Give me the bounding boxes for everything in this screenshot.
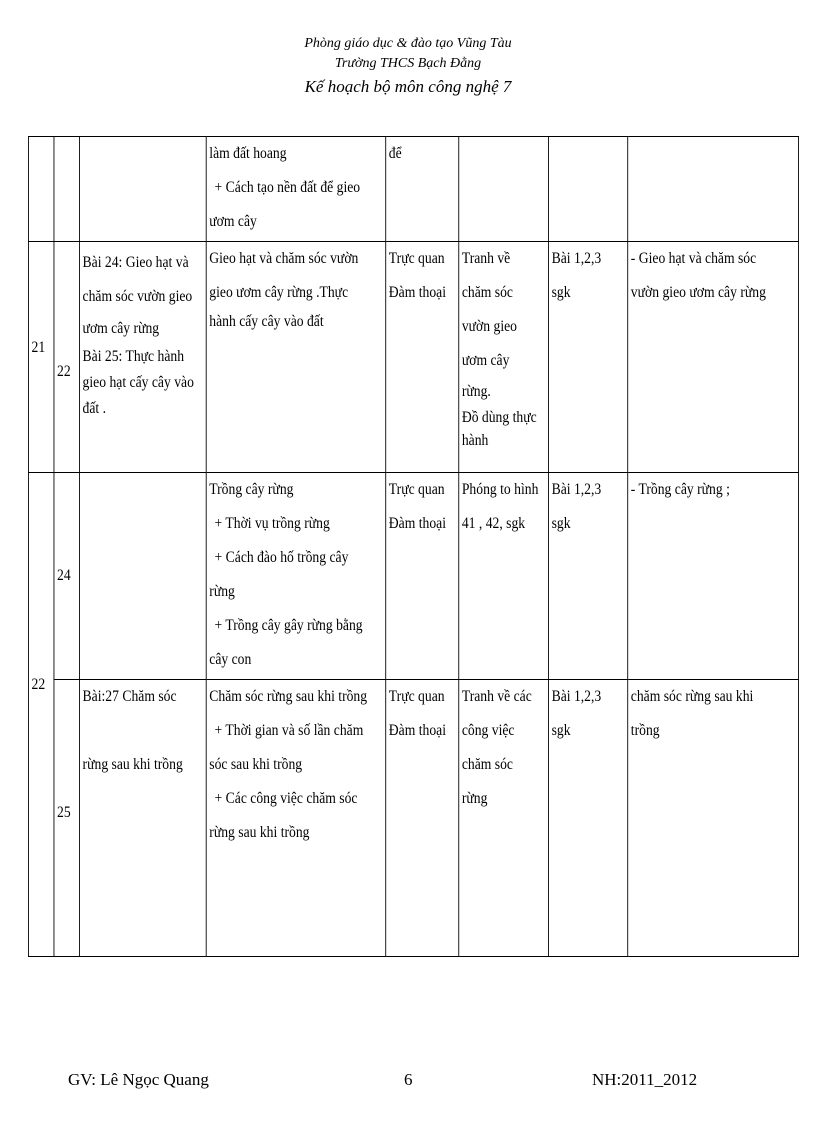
week-cell: 21 (28, 242, 54, 473)
method-line: Đàm thoại (388, 722, 446, 739)
period-cell (54, 242, 80, 473)
notes-line: trồng (630, 722, 660, 739)
period-cell: 25 (54, 680, 80, 957)
notes-cell (628, 473, 799, 680)
method-line: Trực quan (388, 688, 445, 705)
content-line: hành cấy cây vào đất (209, 313, 324, 330)
method-cell (386, 137, 459, 242)
aids-line: rừng (461, 790, 488, 807)
lesson-line: Bài:27 Chăm sóc (82, 688, 177, 705)
method-line: Đàm thoại (388, 284, 446, 301)
notes-line: vườn gieo ươm cây rừng (630, 284, 766, 301)
aids-cell (459, 137, 549, 242)
method-line: Đàm thoại (388, 515, 446, 532)
exercises-cell (549, 242, 628, 473)
school-year: NH:2011_2012 (592, 1070, 698, 1089)
plan-title: Kế hoạch bộ môn công nghệ 7 (304, 77, 512, 96)
exercises-line: Bài 1,2,3 (551, 688, 602, 705)
exercises-cell (549, 473, 628, 680)
content-line: gieo ươm cây rừng .Thực (209, 284, 349, 301)
exercises-line: sgk (551, 284, 571, 301)
content-line: + Trồng cây gây rừng bằng (214, 617, 363, 634)
exercises-line: sgk (551, 722, 571, 739)
method-line: để (388, 145, 402, 162)
period-cell: 24 (54, 473, 80, 680)
method-cell (386, 680, 459, 957)
content-line: ươm cây (209, 213, 257, 230)
table-row (28, 680, 798, 957)
lesson-plan-table (28, 136, 799, 957)
lesson-cell (79, 680, 206, 957)
aids-line: Đồ dùng thực (461, 409, 537, 426)
exercises-line: sgk (551, 515, 571, 532)
exercises-cell (549, 680, 628, 957)
table-row (28, 473, 798, 680)
department-name: Phòng giáo dục & đào tạo Vũng Tàu (304, 36, 512, 51)
notes-line: chăm sóc rừng sau khi (630, 688, 754, 705)
teacher-name: GV: Lê Ngọc Quang (68, 1070, 209, 1089)
content-cell (206, 473, 386, 680)
content-line: sóc sau khi trồng (209, 756, 303, 773)
content-line: Gieo hạt và chăm sóc vườn (209, 250, 359, 267)
content-line: + Các công việc chăm sóc (214, 790, 358, 807)
notes-cell (628, 680, 799, 957)
method-cell (386, 242, 459, 473)
aids-line: ươm cây (461, 352, 510, 369)
aids-line: 41 , 42, sgk (461, 515, 526, 532)
content-cell (206, 242, 386, 473)
aids-line: vườn gieo (461, 318, 517, 335)
notes-line: - Gieo hạt và chăm sóc (630, 250, 757, 267)
content-cell (206, 680, 386, 957)
aids-line: chăm sóc (461, 756, 513, 773)
page-number: 6 (404, 1070, 413, 1089)
method-line: Trực quan (388, 250, 445, 267)
method-cell (386, 473, 459, 680)
week-cell: 22 (28, 473, 54, 957)
aids-line: công việc (461, 722, 515, 739)
exercises-cell (549, 137, 628, 242)
content-line: + Cách tạo nền đất để gieo (214, 179, 361, 196)
period-number: 22 (57, 363, 71, 380)
lesson-line: đất . (82, 400, 107, 417)
aids-line: chăm sóc (461, 284, 513, 301)
content-line: làm đất hoang (209, 145, 287, 162)
lesson-cell (79, 242, 206, 473)
aids-line: Tranh về (461, 250, 511, 267)
week-cell (28, 137, 54, 242)
aids-cell (459, 242, 549, 473)
notes-line: - Trồng cây rừng ; (630, 481, 730, 498)
aids-line: Phóng to hình (461, 481, 539, 498)
content-line: rừng sau khi trồng (209, 824, 310, 841)
table-row (28, 137, 798, 242)
content-line: + Thời vụ trồng rừng (214, 515, 330, 532)
aids-cell (459, 680, 549, 957)
method-line: Trực quan (388, 481, 445, 498)
content-line: + Thời gian và số lần chăm (214, 722, 364, 739)
content-line: Trồng cây rừng (209, 481, 294, 498)
exercises-line: Bài 1,2,3 (551, 481, 602, 498)
period-cell (54, 137, 80, 242)
content-line: rừng (209, 583, 235, 600)
lesson-line (83, 714, 204, 748)
aids-line: Tranh về các (461, 688, 532, 705)
lesson-cell (79, 137, 206, 242)
school-name: Trường THCS Bạch Đằng (334, 56, 482, 71)
content-line: cây con (209, 651, 252, 668)
content-cell (206, 137, 386, 242)
lesson-line: Bài 24: Gieo hạt và (82, 254, 189, 271)
notes-cell (628, 137, 799, 242)
content-line: Chăm sóc rừng sau khi trồng (209, 688, 368, 705)
exercises-line: Bài 1,2,3 (551, 250, 602, 267)
notes-cell (628, 242, 799, 473)
lesson-cell (79, 473, 206, 680)
lesson-line: chăm sóc vườn gieo (82, 288, 193, 305)
lesson-line: Bài 25: Thực hành (82, 348, 185, 365)
lesson-line: rừng sau khi trồng (82, 756, 183, 773)
lesson-line: gieo hạt cấy cây vào (82, 374, 194, 391)
table-row (28, 242, 798, 473)
aids-line: rừng. (461, 383, 491, 400)
content-line: + Cách đào hố trồng cây (214, 549, 349, 566)
aids-line: hành (461, 432, 489, 449)
page-header (0, 34, 816, 100)
aids-cell (459, 473, 549, 680)
lesson-line: ươm cây rừng (82, 320, 160, 337)
